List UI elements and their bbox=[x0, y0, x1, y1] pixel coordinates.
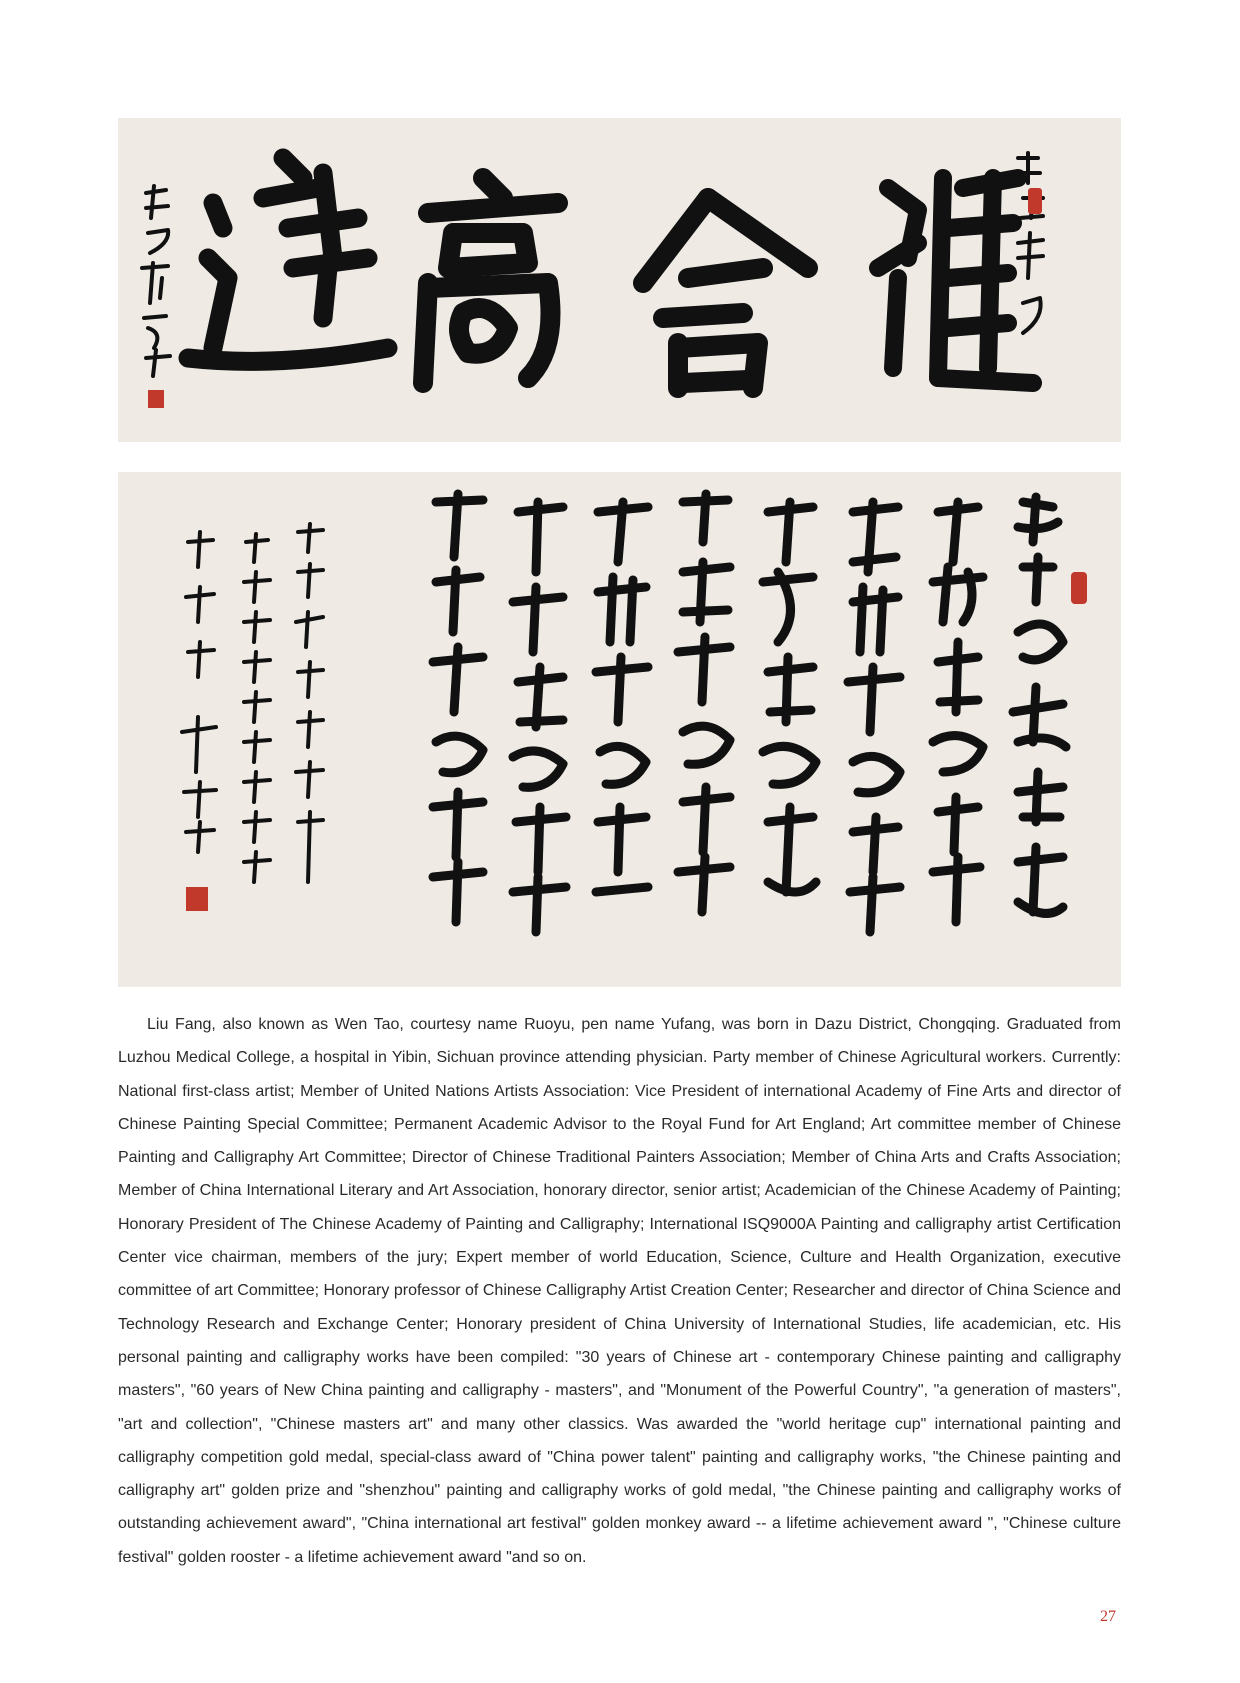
poem-column-2 bbox=[933, 502, 983, 922]
banner-character-1 bbox=[878, 178, 1033, 383]
poem-column-1 bbox=[1013, 497, 1066, 913]
calligraphy-banner-image bbox=[118, 118, 1121, 442]
calligraphy-poem-drawing bbox=[118, 472, 1121, 987]
poem-column-7 bbox=[513, 502, 566, 932]
poem-column-3 bbox=[848, 502, 900, 932]
calligraphy-poem-image bbox=[118, 472, 1121, 987]
poem-column-6 bbox=[596, 502, 648, 892]
poem-column-5 bbox=[678, 494, 730, 912]
poem-inscription-column-1 bbox=[296, 524, 323, 882]
seal-stamp bbox=[1071, 572, 1087, 604]
seal-stamp bbox=[1028, 188, 1042, 214]
poem-inscription-column-2 bbox=[244, 534, 270, 882]
poem-column-4 bbox=[763, 502, 816, 892]
banner-character-2 bbox=[643, 198, 808, 388]
artist-biography: Liu Fang, also known as Wen Tao, courtesy name Ruoyu, pen name Yufang, was born in Dazu District, Chongqing. Graduated from Luzhou Medical College, a hospital in Yibin, Sichuan province attending physician. Party member of Chinese Agricultural workers. Currently: National first-class artist; Member of United Nations Artists Association: Vice President of international Academy of Fine Arts and director of Chinese Painting Special Committee; Permanent Academic Advisor to the Royal Fund for Art England; Art committee member of Chinese Painting and Calligraphy Art Committee; Director of Chinese Traditional Painters Association; Member of China Arts and Crafts Association; Member of China International Literary and Art Association, honorary director, senior artist; Academician of the Chinese Academy of Painting; Honorary President of The Chinese Academy of Painting and Calligraphy; International ISQ9000A Painting and calligraphy artist Certification Center vice chairman, members of the jury; Expert member of world Education, Science, Culture and Health Organization, executive committee of art Committee; Honorary professor of Chinese Calligraphy Artist Creation Center; Researcher and director of China Science and Technology Research and Exchange Center; Honorary president of China University of International Studies, life academician, etc. His personal painting and calligraphy works have been compiled: "30 years of Chinese art - contemporary Chinese painting and calligraphy masters", "60 years of New China painting and calligraphy - masters", and "Monument of the Powerful Country", "a generation of masters", "art and collection", "Chinese masters art" and many other classics. Was awarded the "world heritage cup" international painting and calligraphy competition gold medal, special-class award of "China power talent" painting and calligraphy works, "the Chinese painting and calligraphy art" golden prize and "shenzhou" painting and calligraphy works of gold medal, "the Chinese painting and calligraphy works of outstanding achievement award", "China international art festival" golden monkey award -- a lifetime achievement award ", "Chinese culture festival" golden rooster - a lifetime achievement award "and so on. bbox=[118, 1016, 1121, 1566]
banner-character-3 bbox=[423, 178, 558, 383]
seal-stamp bbox=[186, 887, 208, 911]
poem-inscription-column-3 bbox=[182, 532, 216, 852]
banner-character-4 bbox=[188, 158, 388, 361]
banner-inscription-left bbox=[142, 186, 170, 376]
poem-column-8 bbox=[433, 494, 483, 922]
page-number: 27 bbox=[1100, 1608, 1116, 1625]
calligraphy-banner-drawing bbox=[118, 118, 1121, 442]
seal-stamp bbox=[148, 390, 164, 408]
